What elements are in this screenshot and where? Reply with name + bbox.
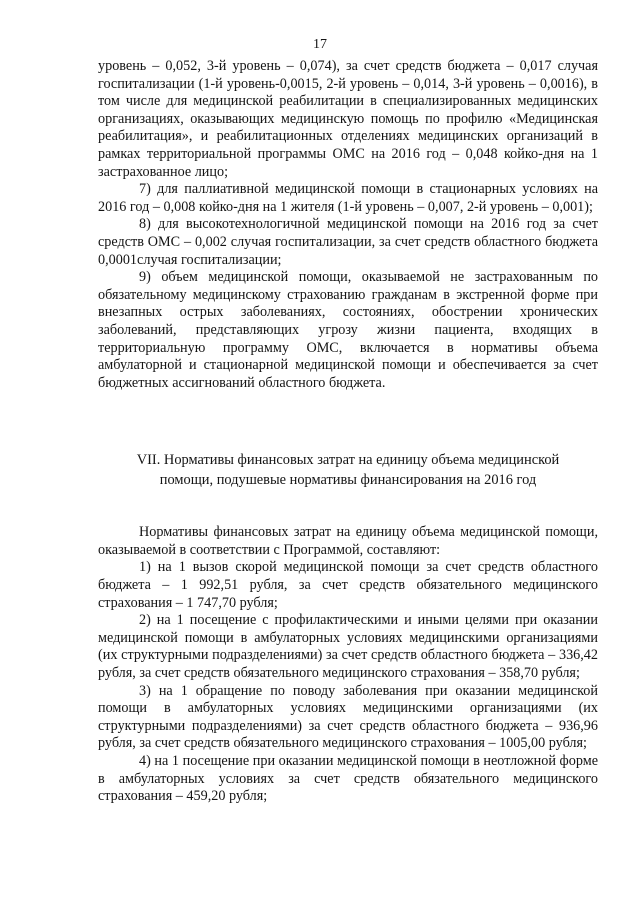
paragraph-cost-item-1: 1) на 1 вызов скорой медицинской помощи за счет средств областного бюджета – 1 992,51 рубля, за счет средств обязательного медицинского страхования – 1 747,70 рубля; <box>98 559 598 611</box>
section-heading-line-1: VII. Нормативы финансовых затрат на единицу объема медицинской <box>136 452 560 469</box>
paragraph-item-7: 7) для паллиативной медицинской помощи в стационарных условиях на 2016 год – 0,008 койко-дня на 1 жителя (1-й уровень – 0,007, 2-й уровень – 0,001); <box>98 181 598 215</box>
paragraph-item-8: 8) для высокотехнологичной медицинской помощи на 2016 год за счет средств ОМС – 0,002 случая госпитализации, за счет средств областного бюджета 0,0001случая госпитализации; <box>98 216 598 268</box>
paragraph-intro: Нормативы финансовых затрат на единицу объема медицинской помощи, оказываемой в соответствии с Программой, составляют: <box>98 524 598 558</box>
document-body <box>98 58 598 806</box>
paragraph-item-9: 9) объем медицинской помощи, оказываемой не застрахованным по обязательному медицинскому страхованию гражданам в экстренной форме при внезапных острых заболеваниях, состояниях, обострении хронических заболеваний, представляющих угрозу жизни пациента, входящих в территориальную программу ОМС, включается в нормативы объема амбулаторной и стационарной медицинской помощи и обеспечивается за счет бюджетных ассигнований областного бюджета. <box>98 269 598 391</box>
paragraph-cost-item-4: 4) на 1 посещение при оказании медицинской помощи в неотложной форме в амбулаторных условиях за счет средств обязательного медицинского страхования – 459,20 рубля; <box>98 753 598 805</box>
section-heading <box>98 450 598 490</box>
section-heading-line-2: помощи, подушевые нормативы финансирования на 2016 год <box>159 472 537 489</box>
paragraph-cost-item-2: 2) на 1 посещение с профилактическими и иными целями при оказании медицинской помощи в амбулаторных условиях медицинскими организациями (их структурными подразделениями) за счет средств областного бюджета – 336,42 рубля, за счет средств обязательного медицинского страхования – 358,70 рубля; <box>98 612 598 682</box>
paragraph-continuation: уровень – 0,052, 3-й уровень – 0,074), за счет средств бюджета – 0,017 случая госпитализации (1-й уровень-0,0015, 2-й уровень – 0,014, 3-й уровень – 0,0016), в том числе для медицинской реабилитации в специализированных медицинских организациях, оказывающих медицинскую помощь по профилю «Медицинская реабилитация», и реабилитационных отделениях медицинских организаций в рамках территориальной программы ОМС на 2016 год – 0,048 койко-дня на 1 застрахованное лицо; <box>98 58 598 180</box>
page-number: 17 <box>313 37 327 52</box>
paragraph-cost-item-3: 3) на 1 обращение по поводу заболевания при оказании медицинской помощи в амбулаторных условиях медицинскими организациями (их структурными подразделениями) за счет средств областного бюджета – 936,96 рубля, за счет средств обязательного медицинского страхования – 1005,00 рубля; <box>98 682 598 752</box>
